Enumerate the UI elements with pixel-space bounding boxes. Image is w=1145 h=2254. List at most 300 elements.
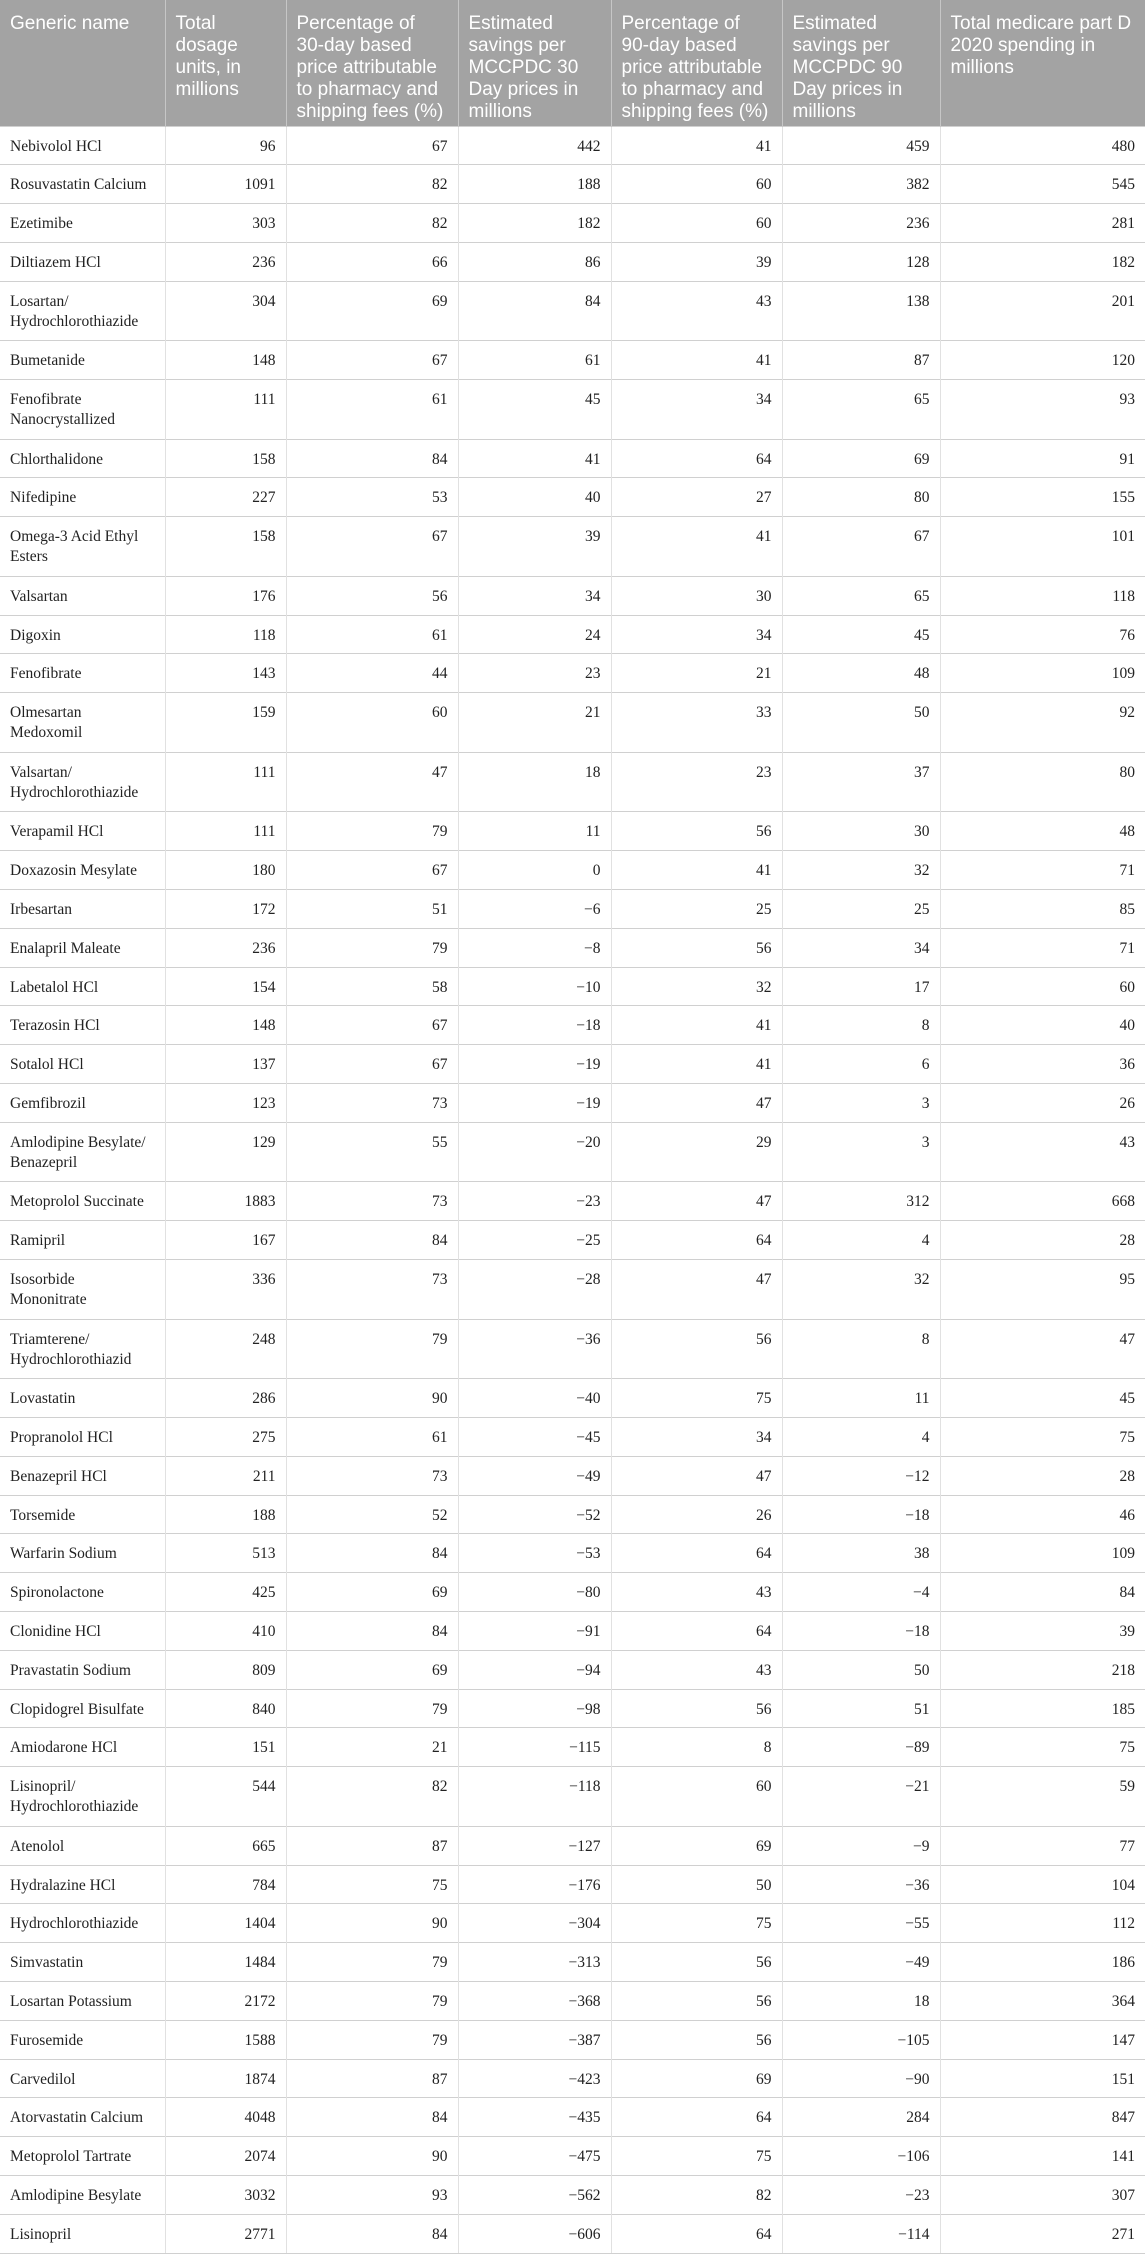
cell-savings-90-day: −106 — [782, 2137, 940, 2176]
cell-part-d-spending: 71 — [940, 928, 1145, 967]
cell-savings-90-day: −36 — [782, 1865, 940, 1904]
cell-savings-90-day: 38 — [782, 1534, 940, 1573]
cell-pct-90-day-fees: 69 — [611, 1826, 782, 1865]
cell-savings-90-day: 67 — [782, 517, 940, 577]
cell-pct-90-day-fees: 75 — [611, 1904, 782, 1943]
cell-total-dosage-units: 2172 — [165, 1981, 286, 2020]
cell-total-dosage-units: 227 — [165, 478, 286, 517]
cell-pct-30-day-fees: 82 — [286, 165, 458, 204]
cell-pct-30-day-fees: 67 — [286, 851, 458, 890]
cell-part-d-spending: 185 — [940, 1689, 1145, 1728]
cell-generic-name: Nebivolol HCl — [0, 126, 165, 165]
cell-savings-90-day: 18 — [782, 1981, 940, 2020]
cell-savings-90-day: 65 — [782, 576, 940, 615]
cell-savings-90-day: 312 — [782, 1182, 940, 1221]
cell-total-dosage-units: 154 — [165, 967, 286, 1006]
cell-pct-90-day-fees: 34 — [611, 615, 782, 654]
cell-pct-90-day-fees: 41 — [611, 517, 782, 577]
cell-pct-30-day-fees: 84 — [286, 2098, 458, 2137]
cell-generic-name: Irbesartan — [0, 890, 165, 929]
cell-part-d-spending: 85 — [940, 890, 1145, 929]
cell-part-d-spending: 104 — [940, 1865, 1145, 1904]
cell-total-dosage-units: 425 — [165, 1573, 286, 1612]
header-savings-30-day: Estimated savings per MCCPDC 30 Day prices in millions — [458, 0, 611, 126]
cell-pct-90-day-fees: 47 — [611, 1456, 782, 1495]
cell-generic-name: Lisinopril/ Hydrochlorothiazide — [0, 1767, 165, 1827]
cell-savings-30-day: 0 — [458, 851, 611, 890]
cell-savings-90-day: 3 — [782, 1122, 940, 1182]
cell-total-dosage-units: 129 — [165, 1122, 286, 1182]
cell-pct-90-day-fees: 69 — [611, 2059, 782, 2098]
cell-part-d-spending: 39 — [940, 1611, 1145, 1650]
cell-pct-90-day-fees: 56 — [611, 2020, 782, 2059]
cell-part-d-spending: 60 — [940, 967, 1145, 1006]
cell-part-d-spending: 28 — [940, 1221, 1145, 1260]
cell-savings-90-day: 50 — [782, 1650, 940, 1689]
cell-pct-30-day-fees: 21 — [286, 1728, 458, 1767]
table-row — [0, 1495, 1145, 1534]
cell-savings-30-day: −20 — [458, 1122, 611, 1182]
cell-savings-90-day: 45 — [782, 615, 940, 654]
cell-savings-90-day: 3 — [782, 1084, 940, 1123]
cell-pct-90-day-fees: 50 — [611, 1865, 782, 1904]
cell-generic-name: Sotalol HCl — [0, 1045, 165, 1084]
cell-total-dosage-units: 1883 — [165, 1182, 286, 1221]
cell-total-dosage-units: 286 — [165, 1379, 286, 1418]
table-row — [0, 1904, 1145, 1943]
cell-pct-30-day-fees: 79 — [286, 1689, 458, 1728]
table-row — [0, 204, 1145, 243]
cell-savings-30-day: −562 — [458, 2175, 611, 2214]
cell-savings-90-day: −9 — [782, 1826, 940, 1865]
cell-part-d-spending: 46 — [940, 1495, 1145, 1534]
cell-total-dosage-units: 3032 — [165, 2175, 286, 2214]
table-row — [0, 281, 1145, 341]
cell-savings-30-day: −176 — [458, 1865, 611, 1904]
cell-pct-90-day-fees: 60 — [611, 204, 782, 243]
table-row — [0, 380, 1145, 440]
cell-pct-30-day-fees: 79 — [286, 1943, 458, 1982]
table-row — [0, 1221, 1145, 1260]
cell-pct-30-day-fees: 79 — [286, 1981, 458, 2020]
cell-savings-90-day: 128 — [782, 242, 940, 281]
cell-part-d-spending: 281 — [940, 204, 1145, 243]
table-row — [0, 1006, 1145, 1045]
cell-generic-name: Hydralazine HCl — [0, 1865, 165, 1904]
cell-generic-name: Atenolol — [0, 1826, 165, 1865]
cell-pct-90-day-fees: 47 — [611, 1260, 782, 1320]
table-row — [0, 1260, 1145, 1320]
cell-part-d-spending: 271 — [940, 2214, 1145, 2253]
cell-generic-name: Benazepril HCl — [0, 1456, 165, 1495]
cell-generic-name: Propranolol HCl — [0, 1417, 165, 1456]
cell-pct-30-day-fees: 67 — [286, 517, 458, 577]
cell-generic-name: Spironolactone — [0, 1573, 165, 1612]
cell-pct-30-day-fees: 90 — [286, 1379, 458, 1418]
cell-total-dosage-units: 275 — [165, 1417, 286, 1456]
cell-pct-30-day-fees: 79 — [286, 1319, 458, 1379]
cell-savings-30-day: 188 — [458, 165, 611, 204]
cell-savings-30-day: −115 — [458, 1728, 611, 1767]
cell-total-dosage-units: 172 — [165, 890, 286, 929]
cell-pct-30-day-fees: 47 — [286, 752, 458, 812]
cell-generic-name: Furosemide — [0, 2020, 165, 2059]
cell-savings-30-day: −10 — [458, 967, 611, 1006]
cell-pct-90-day-fees: 47 — [611, 1182, 782, 1221]
cell-savings-30-day: 61 — [458, 341, 611, 380]
table-row — [0, 1379, 1145, 1418]
cell-savings-90-day: 80 — [782, 478, 940, 517]
cell-pct-30-day-fees: 82 — [286, 204, 458, 243]
cell-savings-30-day: −53 — [458, 1534, 611, 1573]
cell-total-dosage-units: 188 — [165, 1495, 286, 1534]
cell-generic-name: Lisinopril — [0, 2214, 165, 2253]
cell-pct-30-day-fees: 60 — [286, 693, 458, 753]
table-row — [0, 1689, 1145, 1728]
table-row — [0, 1826, 1145, 1865]
cell-part-d-spending: 80 — [940, 752, 1145, 812]
cell-pct-90-day-fees: 32 — [611, 967, 782, 1006]
cell-generic-name: Losartan Potassium — [0, 1981, 165, 2020]
cell-generic-name: Valsartan/ Hydrochlorothiazide — [0, 752, 165, 812]
cell-pct-30-day-fees: 67 — [286, 1045, 458, 1084]
cell-generic-name: Clonidine HCl — [0, 1611, 165, 1650]
cell-total-dosage-units: 1588 — [165, 2020, 286, 2059]
cell-pct-90-day-fees: 64 — [611, 2098, 782, 2137]
cell-total-dosage-units: 410 — [165, 1611, 286, 1650]
cell-generic-name: Terazosin HCl — [0, 1006, 165, 1045]
cell-savings-30-day: −52 — [458, 1495, 611, 1534]
cell-pct-30-day-fees: 84 — [286, 1534, 458, 1573]
cell-savings-90-day: −12 — [782, 1456, 940, 1495]
cell-savings-30-day: −28 — [458, 1260, 611, 1320]
header-pct-30-day-fees: Percentage of 30-day based price attributable to pharmacy and shipping fees (%) — [286, 0, 458, 126]
cell-pct-90-day-fees: 41 — [611, 1045, 782, 1084]
table-row — [0, 2098, 1145, 2137]
cell-pct-90-day-fees: 39 — [611, 242, 782, 281]
cell-savings-90-day: 382 — [782, 165, 940, 204]
cell-savings-90-day: 11 — [782, 1379, 940, 1418]
cell-savings-90-day: −89 — [782, 1728, 940, 1767]
header-total-dosage-units: Total dosage units, in millions — [165, 0, 286, 126]
table-row — [0, 517, 1145, 577]
table-row — [0, 2059, 1145, 2098]
cell-savings-30-day: 442 — [458, 126, 611, 165]
cell-part-d-spending: 545 — [940, 165, 1145, 204]
cell-generic-name: Isosorbide Mononitrate — [0, 1260, 165, 1320]
cell-total-dosage-units: 809 — [165, 1650, 286, 1689]
table-row — [0, 1943, 1145, 1982]
cell-part-d-spending: 307 — [940, 2175, 1145, 2214]
cell-savings-90-day: −105 — [782, 2020, 940, 2059]
cell-total-dosage-units: 1874 — [165, 2059, 286, 2098]
cell-savings-30-day: −23 — [458, 1182, 611, 1221]
cell-savings-30-day: −98 — [458, 1689, 611, 1728]
cell-savings-90-day: −90 — [782, 2059, 940, 2098]
cell-savings-90-day: −114 — [782, 2214, 940, 2253]
table-row — [0, 439, 1145, 478]
cell-total-dosage-units: 137 — [165, 1045, 286, 1084]
cell-savings-30-day: 18 — [458, 752, 611, 812]
cell-pct-30-day-fees: 58 — [286, 967, 458, 1006]
cell-pct-30-day-fees: 79 — [286, 812, 458, 851]
cell-generic-name: Losartan/ Hydrochlorothiazide — [0, 281, 165, 341]
cell-pct-30-day-fees: 52 — [286, 1495, 458, 1534]
table-row — [0, 1611, 1145, 1650]
table-row — [0, 2175, 1145, 2214]
cell-savings-90-day: −4 — [782, 1573, 940, 1612]
cell-part-d-spending: 201 — [940, 281, 1145, 341]
cell-pct-30-day-fees: 87 — [286, 2059, 458, 2098]
cell-pct-30-day-fees: 90 — [286, 1904, 458, 1943]
cell-part-d-spending: 151 — [940, 2059, 1145, 2098]
cell-savings-90-day: 37 — [782, 752, 940, 812]
table-row — [0, 1084, 1145, 1123]
cell-total-dosage-units: 118 — [165, 615, 286, 654]
table-row — [0, 812, 1145, 851]
cell-savings-90-day: 459 — [782, 126, 940, 165]
cell-part-d-spending: 47 — [940, 1319, 1145, 1379]
cell-savings-90-day: 65 — [782, 380, 940, 440]
table-row — [0, 1122, 1145, 1182]
cell-generic-name: Diltiazem HCl — [0, 242, 165, 281]
cell-total-dosage-units: 1091 — [165, 165, 286, 204]
cell-generic-name: Hydrochlorothiazide — [0, 1904, 165, 1943]
cell-generic-name: Amlodipine Besylate/ Benazepril — [0, 1122, 165, 1182]
cell-savings-30-day: 45 — [458, 380, 611, 440]
cell-pct-90-day-fees: 21 — [611, 654, 782, 693]
header-part-d-spending: Total medicare part D 2020 spending in millions — [940, 0, 1145, 126]
cell-total-dosage-units: 2771 — [165, 2214, 286, 2253]
cell-part-d-spending: 141 — [940, 2137, 1145, 2176]
cell-savings-30-day: −423 — [458, 2059, 611, 2098]
cell-pct-90-day-fees: 64 — [611, 2214, 782, 2253]
cell-pct-30-day-fees: 66 — [286, 242, 458, 281]
cell-generic-name: Omega-3 Acid Ethyl Esters — [0, 517, 165, 577]
cell-generic-name: Labetalol HCl — [0, 967, 165, 1006]
cell-savings-30-day: −606 — [458, 2214, 611, 2253]
cell-part-d-spending: 26 — [940, 1084, 1145, 1123]
cell-total-dosage-units: 143 — [165, 654, 286, 693]
cell-generic-name: Pravastatin Sodium — [0, 1650, 165, 1689]
cell-total-dosage-units: 211 — [165, 1456, 286, 1495]
cell-part-d-spending: 155 — [940, 478, 1145, 517]
cell-pct-30-day-fees: 44 — [286, 654, 458, 693]
cell-total-dosage-units: 96 — [165, 126, 286, 165]
cell-pct-30-day-fees: 84 — [286, 439, 458, 478]
cell-generic-name: Fenofibrate — [0, 654, 165, 693]
table-row — [0, 2020, 1145, 2059]
cell-pct-90-day-fees: 47 — [611, 1084, 782, 1123]
table-row — [0, 967, 1145, 1006]
cell-pct-30-day-fees: 67 — [286, 126, 458, 165]
cell-pct-90-day-fees: 64 — [611, 1221, 782, 1260]
cell-part-d-spending: 118 — [940, 576, 1145, 615]
cell-pct-30-day-fees: 69 — [286, 281, 458, 341]
cell-savings-90-day: 32 — [782, 1260, 940, 1320]
cell-pct-30-day-fees: 87 — [286, 1826, 458, 1865]
cell-pct-30-day-fees: 73 — [286, 1260, 458, 1320]
cell-generic-name: Metoprolol Tartrate — [0, 2137, 165, 2176]
cell-generic-name: Chlorthalidone — [0, 439, 165, 478]
cell-part-d-spending: 147 — [940, 2020, 1145, 2059]
cell-savings-30-day: 41 — [458, 439, 611, 478]
cell-part-d-spending: 847 — [940, 2098, 1145, 2137]
cell-pct-30-day-fees: 69 — [286, 1573, 458, 1612]
table-row — [0, 851, 1145, 890]
cell-part-d-spending: 109 — [940, 1534, 1145, 1573]
cell-pct-90-day-fees: 64 — [611, 439, 782, 478]
table-row — [0, 1456, 1145, 1495]
cell-part-d-spending: 76 — [940, 615, 1145, 654]
cell-total-dosage-units: 167 — [165, 1221, 286, 1260]
cell-pct-30-day-fees: 56 — [286, 576, 458, 615]
cell-savings-30-day: −91 — [458, 1611, 611, 1650]
table-row — [0, 1573, 1145, 1612]
cell-savings-30-day: 86 — [458, 242, 611, 281]
cell-generic-name: Bumetanide — [0, 341, 165, 380]
cell-part-d-spending: 668 — [940, 1182, 1145, 1221]
cell-savings-30-day: −475 — [458, 2137, 611, 2176]
table-row — [0, 1417, 1145, 1456]
cell-total-dosage-units: 544 — [165, 1767, 286, 1827]
cell-pct-30-day-fees: 55 — [286, 1122, 458, 1182]
cell-pct-90-day-fees: 75 — [611, 2137, 782, 2176]
table-row — [0, 2137, 1145, 2176]
cell-pct-90-day-fees: 8 — [611, 1728, 782, 1767]
cell-generic-name: Enalapril Maleate — [0, 928, 165, 967]
cell-savings-30-day: 84 — [458, 281, 611, 341]
cell-pct-30-day-fees: 61 — [286, 380, 458, 440]
cell-pct-90-day-fees: 41 — [611, 1006, 782, 1045]
table-row — [0, 654, 1145, 693]
cell-generic-name: Nifedipine — [0, 478, 165, 517]
cell-savings-90-day: 48 — [782, 654, 940, 693]
cell-pct-90-day-fees: 56 — [611, 1319, 782, 1379]
cell-pct-90-day-fees: 34 — [611, 1417, 782, 1456]
cell-savings-30-day: −435 — [458, 2098, 611, 2137]
cell-total-dosage-units: 248 — [165, 1319, 286, 1379]
cell-total-dosage-units: 148 — [165, 341, 286, 380]
cell-pct-90-day-fees: 41 — [611, 851, 782, 890]
cell-savings-30-day: 34 — [458, 576, 611, 615]
cell-pct-90-day-fees: 82 — [611, 2175, 782, 2214]
cell-part-d-spending: 95 — [940, 1260, 1145, 1320]
cell-savings-90-day: 138 — [782, 281, 940, 341]
table-row — [0, 1865, 1145, 1904]
cell-generic-name: Fenofibrate Nanocrystallized — [0, 380, 165, 440]
cell-total-dosage-units: 180 — [165, 851, 286, 890]
cell-pct-30-day-fees: 73 — [286, 1084, 458, 1123]
header-savings-90-day: Estimated savings per MCCPDC 90 Day prices in millions — [782, 0, 940, 126]
table-row — [0, 478, 1145, 517]
cell-savings-90-day: 8 — [782, 1319, 940, 1379]
cell-pct-90-day-fees: 60 — [611, 165, 782, 204]
cell-pct-30-day-fees: 61 — [286, 1417, 458, 1456]
cell-total-dosage-units: 111 — [165, 380, 286, 440]
cell-savings-90-day: 4 — [782, 1221, 940, 1260]
cell-part-d-spending: 45 — [940, 1379, 1145, 1418]
cell-part-d-spending: 48 — [940, 812, 1145, 851]
cell-pct-90-day-fees: 26 — [611, 1495, 782, 1534]
cell-total-dosage-units: 513 — [165, 1534, 286, 1573]
cell-total-dosage-units: 784 — [165, 1865, 286, 1904]
cell-pct-30-day-fees: 93 — [286, 2175, 458, 2214]
cell-savings-90-day: 4 — [782, 1417, 940, 1456]
table-row — [0, 576, 1145, 615]
cell-savings-90-day: 30 — [782, 812, 940, 851]
cell-generic-name: Clopidogrel Bisulfate — [0, 1689, 165, 1728]
cell-total-dosage-units: 148 — [165, 1006, 286, 1045]
table-row — [0, 1650, 1145, 1689]
cell-savings-30-day: 23 — [458, 654, 611, 693]
cell-pct-90-day-fees: 43 — [611, 1650, 782, 1689]
cell-generic-name: Lovastatin — [0, 1379, 165, 1418]
cell-part-d-spending: 218 — [940, 1650, 1145, 1689]
cell-pct-90-day-fees: 56 — [611, 812, 782, 851]
cell-total-dosage-units: 111 — [165, 752, 286, 812]
cell-pct-90-day-fees: 60 — [611, 1767, 782, 1827]
cell-savings-30-day: −80 — [458, 1573, 611, 1612]
cell-pct-30-day-fees: 67 — [286, 1006, 458, 1045]
cell-savings-90-day: 6 — [782, 1045, 940, 1084]
cell-savings-30-day: −127 — [458, 1826, 611, 1865]
table-row — [0, 1767, 1145, 1827]
cell-total-dosage-units: 236 — [165, 928, 286, 967]
cell-pct-90-day-fees: 41 — [611, 126, 782, 165]
cell-generic-name: Triamterene/ Hydrochlorothiazid — [0, 1319, 165, 1379]
cell-savings-30-day: −19 — [458, 1084, 611, 1123]
cell-savings-90-day: −49 — [782, 1943, 940, 1982]
cell-generic-name: Amlodipine Besylate — [0, 2175, 165, 2214]
table-row — [0, 1045, 1145, 1084]
cell-total-dosage-units: 236 — [165, 242, 286, 281]
cell-total-dosage-units: 176 — [165, 576, 286, 615]
cell-generic-name: Ramipril — [0, 1221, 165, 1260]
cell-generic-name: Olmesartan Medoxomil — [0, 693, 165, 753]
cell-generic-name: Atorvastatin Calcium — [0, 2098, 165, 2137]
cell-savings-90-day: 236 — [782, 204, 940, 243]
table-row — [0, 1182, 1145, 1221]
cell-savings-90-day: 51 — [782, 1689, 940, 1728]
cell-pct-90-day-fees: 64 — [611, 1534, 782, 1573]
cell-savings-30-day: −313 — [458, 1943, 611, 1982]
cell-total-dosage-units: 158 — [165, 517, 286, 577]
cell-generic-name: Warfarin Sodium — [0, 1534, 165, 1573]
cell-generic-name: Amiodarone HCl — [0, 1728, 165, 1767]
cell-pct-90-day-fees: 27 — [611, 478, 782, 517]
table-row — [0, 341, 1145, 380]
cell-pct-30-day-fees: 53 — [286, 478, 458, 517]
cell-part-d-spending: 182 — [940, 242, 1145, 281]
cell-savings-30-day: −387 — [458, 2020, 611, 2059]
cell-part-d-spending: 75 — [940, 1728, 1145, 1767]
cell-total-dosage-units: 151 — [165, 1728, 286, 1767]
cell-pct-90-day-fees: 29 — [611, 1122, 782, 1182]
cell-savings-30-day: 39 — [458, 517, 611, 577]
cell-savings-30-day: −304 — [458, 1904, 611, 1943]
cell-generic-name: Verapamil HCl — [0, 812, 165, 851]
cell-pct-30-day-fees: 82 — [286, 1767, 458, 1827]
cell-total-dosage-units: 2074 — [165, 2137, 286, 2176]
cell-generic-name: Carvedilol — [0, 2059, 165, 2098]
cell-pct-90-day-fees: 41 — [611, 341, 782, 380]
cell-savings-30-day: −6 — [458, 890, 611, 929]
table-row — [0, 242, 1145, 281]
cell-savings-30-day: −45 — [458, 1417, 611, 1456]
cell-savings-90-day: 32 — [782, 851, 940, 890]
cell-total-dosage-units: 158 — [165, 439, 286, 478]
